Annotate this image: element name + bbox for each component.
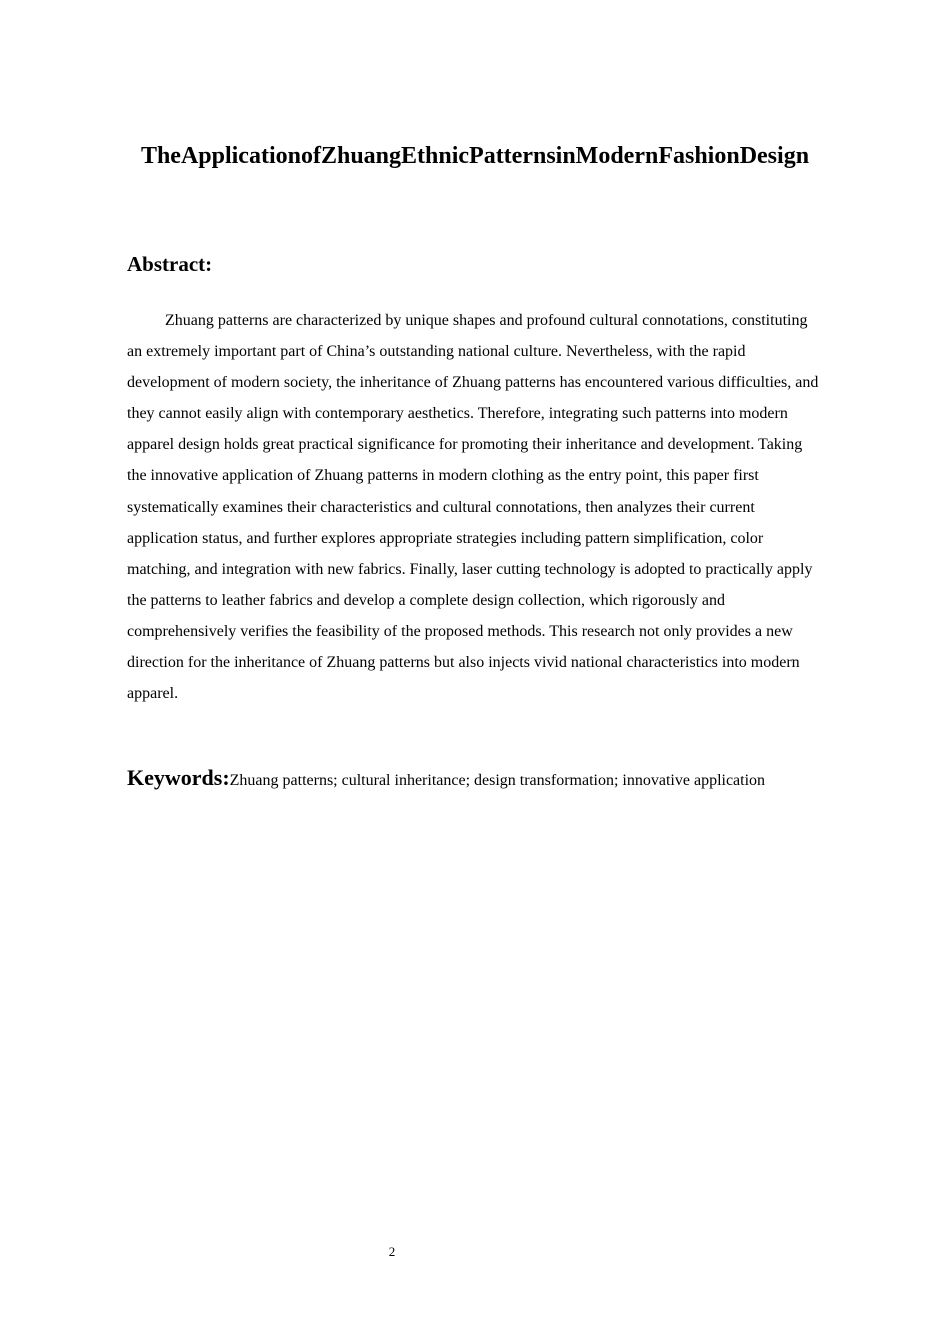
abstract-paragraph: Zhuang patterns are characterized by unique shapes and profound cultural connotations, constituting an extremely important part of China’s outstanding national culture. Nevertheless, with the rapid development of modern society, the inheritance of Zhuang patterns has encountered various difficulties, and they cannot easily align with contemporary aesthetics. Therefore, integrating such patterns into modern apparel design holds great practical significance for promoting their inheritance and development. Taking the innovative application of Zhuang patterns in modern clothing as the entry point, this paper first systematically examines their characteristics and cultural connotations, then analyzes their current application status, and further explores appropriate strategies including pattern simplification, color matching, and integration with new fabrics. Finally, laser cutting technology is adopted to practically apply the patterns to leather fabrics and develop a complete design collection, which rigorously and comprehensively verifies the feasibility of the proposed methods. This research not only provides a new direction for the inheritance of Zhuang patterns but also injects vivid national characteristics into modern apparel. <box>127 312 819 703</box>
abstract-heading: Abstract: <box>127 252 213 276</box>
document-title: TheApplicationofZhuangEthnicPatternsinModernFashionDesign <box>140 143 810 169</box>
keywords-text: Zhuang patterns; cultural inheritance; design transformation; innovative application <box>229 772 766 789</box>
keywords-label: Keywords: <box>127 765 230 790</box>
keywords-line <box>127 762 847 797</box>
page-number: 2 <box>388 1244 396 1259</box>
